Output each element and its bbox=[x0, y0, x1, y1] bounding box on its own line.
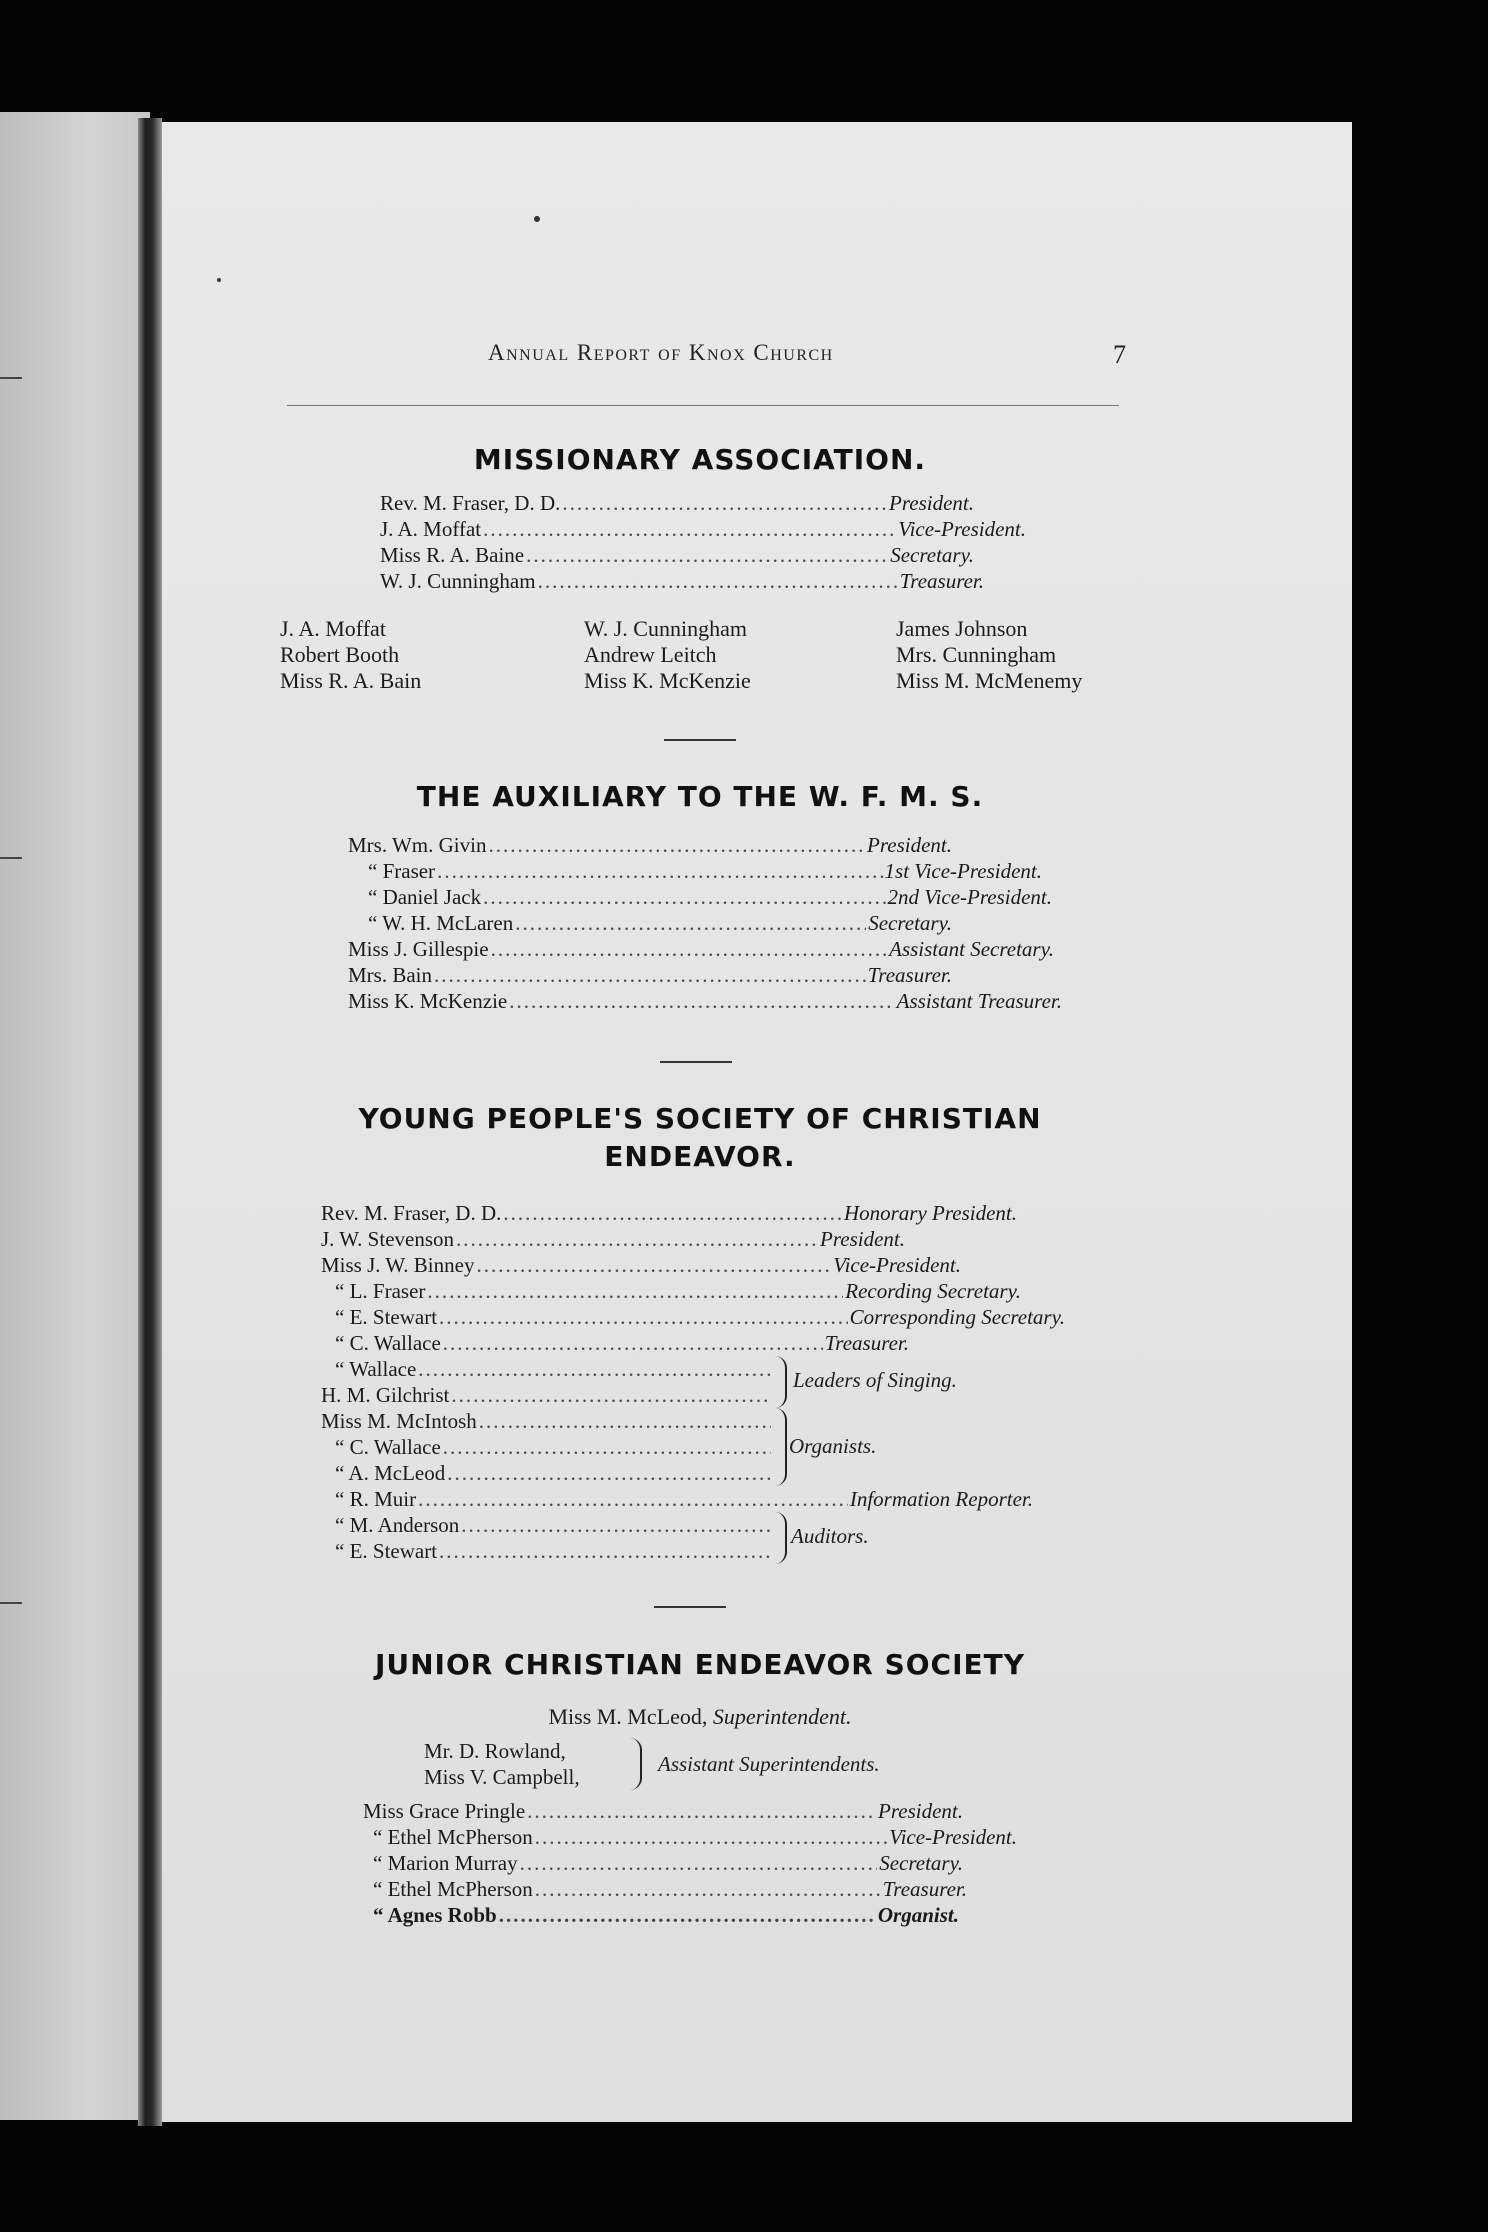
group-member-name: Miss V. Campbell, bbox=[424, 1765, 580, 1789]
officer-title: President. bbox=[867, 833, 952, 857]
officer-title: President. bbox=[878, 1799, 963, 1823]
officer-name: Rev. M. Fraser, D. D. bbox=[321, 1201, 502, 1225]
brace bbox=[773, 1408, 787, 1486]
page-number: 7 bbox=[1113, 340, 1126, 369]
officer-name: “ E. Stewart bbox=[335, 1305, 438, 1329]
officer-row bbox=[348, 858, 1042, 884]
auditors-group bbox=[321, 1512, 869, 1564]
group-member-row bbox=[321, 1460, 773, 1486]
brace bbox=[628, 1738, 642, 1790]
members-column-3 bbox=[896, 616, 1082, 694]
section-title-line: ENDEAVOR. bbox=[604, 1140, 796, 1173]
officer-row bbox=[348, 988, 1062, 1014]
officer-name: “ C. Wallace bbox=[335, 1331, 441, 1355]
officer-name: Mrs. Wm. Givin bbox=[348, 833, 487, 857]
member-name: Robert Booth bbox=[280, 642, 400, 667]
officer-row bbox=[363, 1798, 963, 1824]
officer-row bbox=[321, 1226, 905, 1252]
officer-row bbox=[363, 1902, 959, 1928]
member-name: Mrs. Cunningham bbox=[896, 642, 1057, 667]
officer-row bbox=[348, 936, 1054, 962]
officer-title: Assistant Treasurer. bbox=[896, 989, 1062, 1013]
officer-name: “ W. H. McLaren bbox=[368, 911, 514, 935]
officer-row bbox=[348, 962, 952, 988]
officer-row bbox=[380, 542, 974, 568]
section-divider bbox=[664, 739, 736, 741]
officer-name: “ Agnes Robb bbox=[373, 1903, 497, 1927]
group-member-name: Miss M. McIntosh bbox=[321, 1409, 477, 1433]
member-name: W. J. Cunningham bbox=[584, 616, 747, 641]
group-member-name: “ M. Anderson bbox=[335, 1513, 460, 1537]
officer-name: J. W. Stevenson bbox=[321, 1227, 455, 1251]
officer-name: Rev. M. Fraser, D. D. bbox=[380, 491, 561, 515]
group-title: Auditors. bbox=[791, 1524, 869, 1548]
officer-title: Assistant Secretary. bbox=[889, 937, 1054, 961]
officer-row bbox=[321, 1252, 961, 1278]
margin-mark bbox=[0, 1602, 22, 1604]
officer-title: Treasurer. bbox=[824, 1331, 909, 1355]
margin-mark bbox=[0, 377, 22, 379]
member-name: Andrew Leitch bbox=[584, 642, 717, 667]
officer-name: “ Marion Murray bbox=[373, 1851, 518, 1875]
officer-title: Treasurer. bbox=[867, 963, 952, 987]
officer-name: “ Daniel Jack bbox=[368, 885, 482, 909]
group-member-row bbox=[424, 1738, 640, 1764]
group-member-name: “ Wallace bbox=[335, 1357, 417, 1381]
officer-name: J. A. Moffat bbox=[380, 517, 482, 541]
members-column-1 bbox=[280, 616, 421, 694]
officer-name: “ L. Fraser bbox=[335, 1279, 426, 1303]
book-spine bbox=[138, 118, 162, 2126]
ink-speck bbox=[534, 216, 540, 222]
member-name: Miss K. McKenzie bbox=[584, 668, 751, 693]
member-name: James Johnson bbox=[896, 616, 1028, 641]
officer-title: Organist. bbox=[877, 1903, 959, 1927]
officer-name: Miss J. Gillespie bbox=[348, 937, 489, 961]
officer-title: Information Reporter. bbox=[849, 1487, 1033, 1511]
margin-mark bbox=[0, 857, 22, 859]
group-member-name: “ C. Wallace bbox=[335, 1435, 441, 1459]
member-name: J. A. Moffat bbox=[280, 616, 386, 641]
officer-title: Vice-President. bbox=[889, 1825, 1017, 1849]
officer-row bbox=[380, 516, 1026, 542]
group-member-name: Mr. D. Rowland, bbox=[424, 1739, 566, 1763]
officer-title: 2nd Vice-President. bbox=[887, 885, 1052, 909]
group-member-row bbox=[424, 1764, 640, 1790]
officer-row bbox=[321, 1200, 1017, 1226]
officer-row bbox=[348, 884, 1052, 910]
organists-group bbox=[321, 1408, 877, 1486]
officer-name: “ Ethel McPherson bbox=[373, 1877, 533, 1901]
superintendent-title: Superintendent. bbox=[712, 1704, 852, 1729]
officer-title: Corresponding Secretary. bbox=[849, 1305, 1065, 1329]
group-member-row bbox=[321, 1434, 773, 1460]
officer-title: Secretary. bbox=[890, 543, 974, 567]
section-title-junior: JUNIOR CHRISTIAN ENDEAVOR SOCIETY bbox=[374, 1648, 1026, 1681]
officer-name: “ Ethel McPherson bbox=[373, 1825, 533, 1849]
group-title: Leaders of Singing. bbox=[793, 1368, 957, 1392]
group-member-row bbox=[321, 1538, 773, 1564]
superintendent-line bbox=[300, 1704, 1100, 1730]
officer-name: Miss J. W. Binney bbox=[321, 1253, 475, 1277]
officer-row bbox=[363, 1876, 967, 1902]
group-member-row bbox=[321, 1382, 773, 1408]
member-name: Miss R. A. Bain bbox=[280, 668, 422, 693]
officer-row bbox=[348, 910, 952, 936]
group-title: Assistant Superintendents. bbox=[658, 1752, 880, 1776]
officer-row bbox=[363, 1824, 1017, 1850]
brace bbox=[773, 1512, 787, 1564]
officer-row bbox=[321, 1278, 1021, 1304]
member-name: Miss M. McMenemy bbox=[896, 668, 1083, 693]
officer-title: Treasurer. bbox=[882, 1877, 967, 1901]
officer-row bbox=[363, 1850, 963, 1876]
officer-title: Vice-President. bbox=[898, 517, 1026, 541]
running-title: Annual Report of Knox Church bbox=[488, 340, 834, 365]
assistant-superintendents-group bbox=[424, 1738, 880, 1790]
officer-row bbox=[348, 832, 952, 858]
officer-name: Mrs. Bain bbox=[348, 963, 432, 987]
section-title-wfms: THE AUXILIARY TO THE W. F. M. S. bbox=[416, 780, 984, 813]
brace bbox=[773, 1356, 787, 1408]
officer-title: Treasurer. bbox=[899, 569, 984, 593]
group-member-name: “ E. Stewart bbox=[335, 1539, 438, 1563]
officer-row bbox=[321, 1330, 909, 1356]
officer-name: W. J. Cunningham bbox=[380, 569, 536, 593]
members-column-2 bbox=[584, 616, 751, 694]
group-member-row bbox=[321, 1356, 773, 1382]
officer-row bbox=[380, 568, 984, 594]
section-title-ypsce bbox=[288, 1100, 1112, 1176]
section-divider bbox=[654, 1606, 726, 1608]
officer-title: Recording Secretary. bbox=[845, 1279, 1021, 1303]
group-member-row bbox=[321, 1512, 773, 1538]
section-divider bbox=[660, 1061, 732, 1063]
officer-name: “ Fraser bbox=[368, 859, 436, 883]
officer-name: Miss Grace Pringle bbox=[363, 1799, 526, 1823]
officer-title: President. bbox=[889, 491, 974, 515]
officer-title: Vice-President. bbox=[833, 1253, 961, 1277]
officer-title: Secretary. bbox=[868, 911, 952, 935]
officer-row bbox=[380, 490, 974, 516]
group-member-name: “ A. McLeod bbox=[335, 1461, 446, 1485]
section-title-line: YOUNG PEOPLE'S SOCIETY OF CHRISTIAN bbox=[358, 1102, 1042, 1135]
officer-row bbox=[321, 1486, 1033, 1512]
superintendent-name: Miss M. McLeod, bbox=[548, 1704, 708, 1729]
officer-title: Honorary President. bbox=[843, 1201, 1017, 1225]
group-member-name: H. M. Gilchrist bbox=[321, 1383, 450, 1407]
header-rule bbox=[287, 405, 1119, 406]
section-title-missionary: MISSIONARY ASSOCIATION. bbox=[473, 443, 927, 476]
facing-page-edge bbox=[0, 112, 150, 2120]
singing-group bbox=[321, 1356, 957, 1408]
group-member-row bbox=[321, 1408, 773, 1434]
officer-title: President. bbox=[820, 1227, 905, 1251]
officer-row bbox=[321, 1304, 1065, 1330]
officer-title: Secretary. bbox=[879, 1851, 963, 1875]
ink-speck bbox=[217, 278, 221, 282]
officer-name: “ R. Muir bbox=[335, 1487, 417, 1511]
group-title: Organists. bbox=[789, 1434, 877, 1458]
officer-name: Miss R. A. Baine bbox=[380, 543, 525, 567]
officer-title: 1st Vice-President. bbox=[884, 859, 1042, 883]
officer-name: Miss K. McKenzie bbox=[348, 989, 508, 1013]
